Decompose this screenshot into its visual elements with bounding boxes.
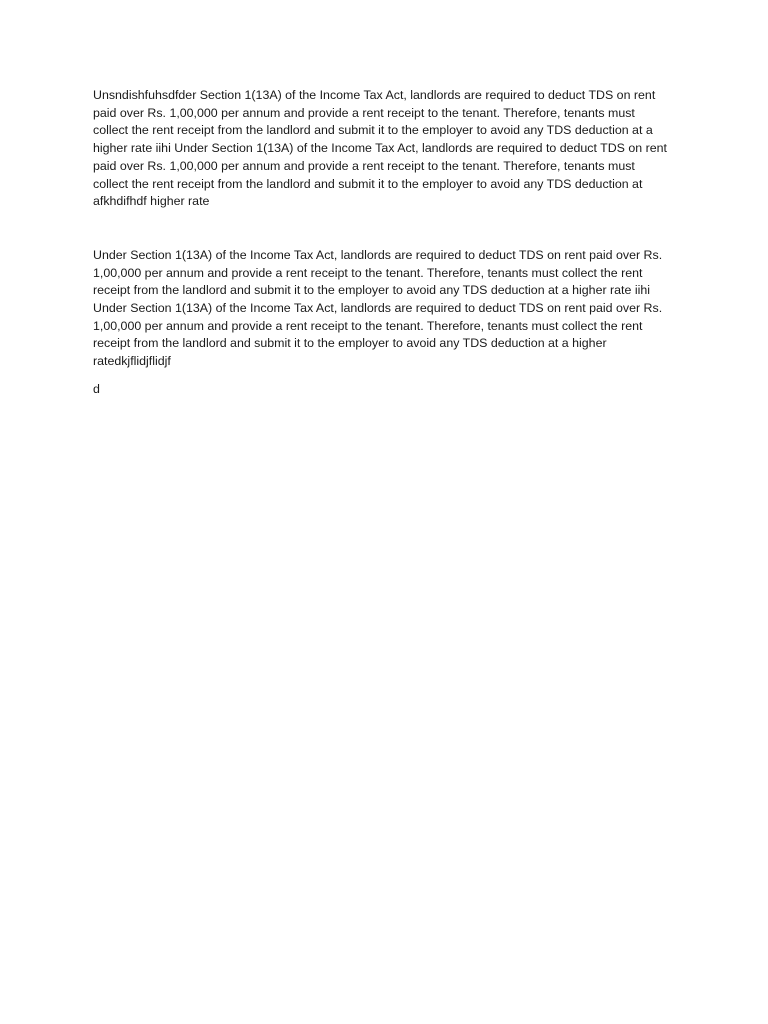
paragraph-3: d	[93, 381, 100, 396]
document-body	[93, 87, 673, 399]
paragraph-1: Unsndishfuhsdfder Section 1(13A) of the Income Tax Act, landlords are required to deduct TDS on rent paid over Rs. 1,00,000 per annum and provide a rent receipt to the tenant. Therefore, tenants must collect the rent receipt from the landlord and submit it to the employer to avoid any TDS deduction at a higher rate iihi Under Section 1(13A) of the Income Tax Act, landlords are required to deduct TDS on rent paid over Rs. 1,00,000 per annum and provide a rent receipt to the tenant. Therefore, tenants must collect the rent receipt from the landlord and submit it to the employer to avoid any TDS deduction at afkhdifhdf higher rate	[93, 88, 667, 209]
paragraph-2: Under Section 1(13A) of the Income Tax Act, landlords are required to deduct TDS on rent paid over Rs. 1,00,000 per annum and provide a rent receipt to the tenant. Therefore, tenants must collect the rent receipt from the landlord and submit it to the employer to avoid any TDS deduction at a higher rate iihi Under Section 1(13A) of the Income Tax Act, landlords are required to deduct TDS on rent paid over Rs. 1,00,000 per annum and provide a rent receipt to the tenant. Therefore, tenants must collect the rent receipt from the landlord and submit it to the employer to avoid any TDS deduction at a higher ratedkjflidjflidjf	[93, 247, 663, 369]
